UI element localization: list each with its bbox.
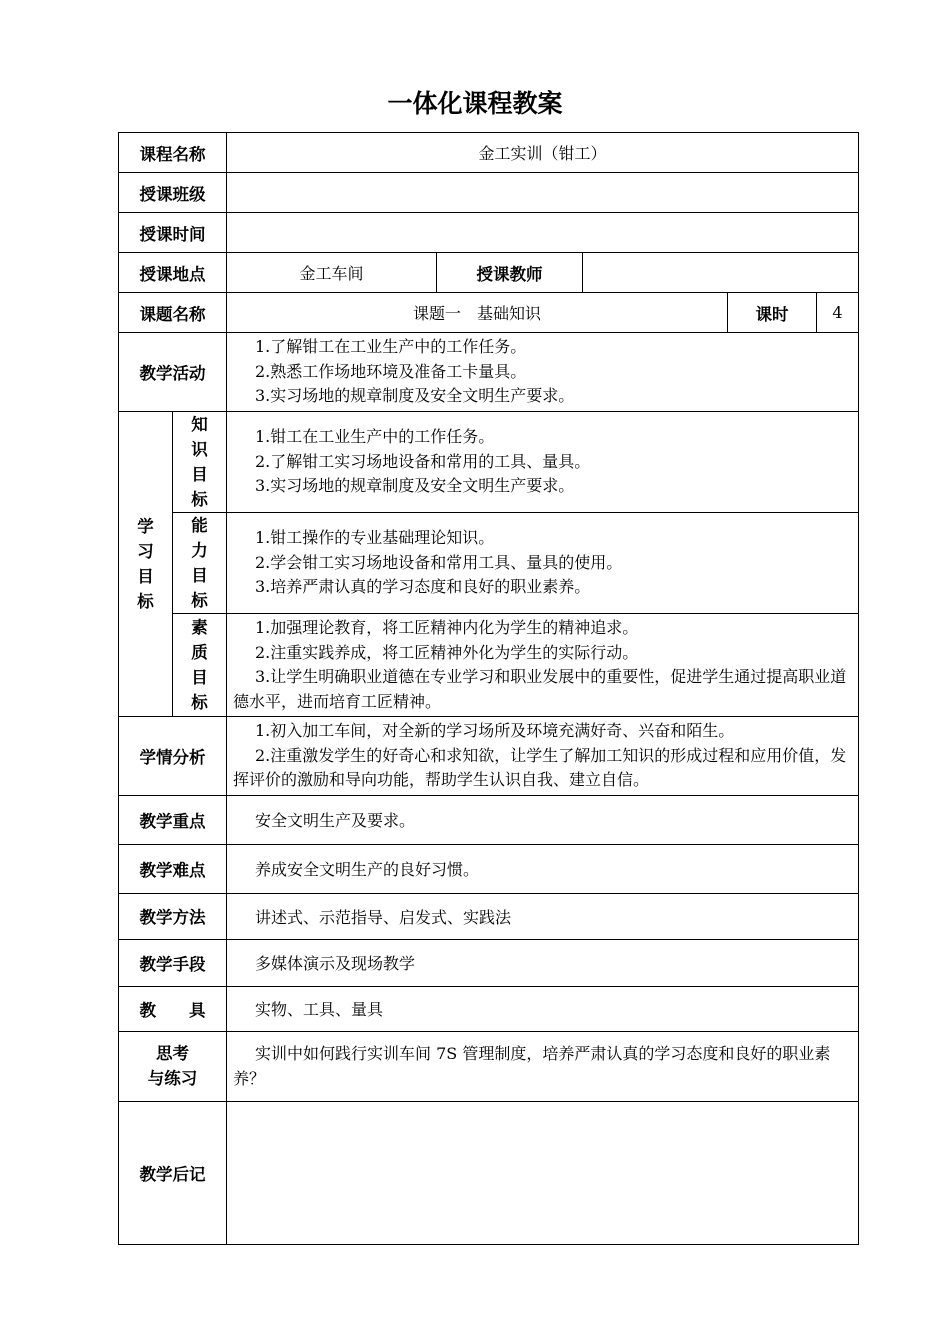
- ability-line: 1.钳工操作的专业基础理论知识。: [255, 528, 495, 548]
- hours-label: 课时: [728, 293, 817, 333]
- exercise-label-line2: 与练习: [147, 1069, 198, 1088]
- document-title: 一体化课程教案: [387, 89, 563, 118]
- postscript-value: [227, 1101, 859, 1244]
- row-analysis: [119, 717, 859, 796]
- exercise-value: 实训中如何践行实训车间 7S 管理制度，培养严肃认真的学习态度和良好的职业素养？: [227, 1031, 859, 1101]
- row-exercise: [119, 1031, 859, 1101]
- row-class: [119, 173, 859, 213]
- knowledge-line: 1.钳工在工业生产中的工作任务。: [255, 427, 495, 447]
- knowledge-line: 3.实习场地的规章制度及安全文明生产要求。: [255, 476, 575, 496]
- analysis-label: 学情分析: [119, 717, 227, 796]
- knowledge-objective-label: 知识目标: [173, 412, 227, 513]
- row-difficulties: [119, 844, 859, 893]
- activities-line: 2.熟悉工作场地环境及准备工卡量具。: [255, 361, 527, 381]
- row-activities: [119, 333, 859, 412]
- knowledge-objective-content: [227, 412, 859, 513]
- row-postscript: [119, 1101, 859, 1244]
- hours-value: 4: [817, 293, 859, 333]
- time-value: [227, 213, 859, 253]
- analysis-line: 1.初入加工车间，对全新的学习场所及环境充满好奇、兴奋和陌生。: [255, 721, 735, 740]
- row-ability-objective: [119, 513, 859, 614]
- exercise-label-line1: 思考: [156, 1044, 189, 1063]
- topic-value: 课题一 基础知识: [227, 293, 728, 333]
- methods-label: 教学方法: [119, 893, 227, 939]
- ability-line: 3.培养严肃认真的学习态度和良好的职业素养。: [255, 577, 591, 597]
- course-name-label: 课程名称: [119, 133, 227, 173]
- class-value: [227, 173, 859, 213]
- class-label: 授课班级: [119, 173, 227, 213]
- row-key-points: [119, 795, 859, 844]
- row-time: [119, 213, 859, 253]
- quality-objective-content: [227, 614, 859, 717]
- key-points-value: 安全文明生产及要求。: [227, 795, 859, 844]
- teacher-label: 授课教师: [437, 253, 583, 293]
- exercise-label: [119, 1031, 227, 1101]
- means-label: 教学手段: [119, 939, 227, 986]
- topic-label: 课题名称: [119, 293, 227, 333]
- means-value: 多媒体演示及现场教学: [227, 939, 859, 986]
- lesson-plan-table: [118, 132, 859, 1245]
- key-points-label: 教学重点: [119, 795, 227, 844]
- activities-label: 教学活动: [119, 333, 227, 412]
- location-label: 授课地点: [119, 253, 227, 293]
- methods-value: 讲述式、示范指导、启发式、实践法: [227, 893, 859, 939]
- location-value: 金工车间: [227, 253, 437, 293]
- row-tools: [119, 986, 859, 1031]
- quality-line: 2.注重实践养成，将工匠精神外化为学生的实际行动。: [255, 642, 639, 662]
- course-name-value: 金工实训（钳工）: [227, 133, 859, 173]
- row-topic: [119, 293, 859, 333]
- quality-line: 3.让学生明确职业道德在专业学习和职业发展中的重要性，促进学生通过提高职业道德水平，进而培育工匠精神。: [233, 667, 847, 711]
- activities-line: 3.实习场地的规章制度及安全文明生产要求。: [255, 386, 575, 406]
- tools-label: 教 具: [119, 986, 227, 1031]
- ability-line: 2.学会钳工实习场地设备和常用工具、量具的使用。: [255, 552, 623, 572]
- tools-value: 实物、工具、量具: [227, 986, 859, 1031]
- quality-line: 1.加强理论教育，将工匠精神内化为学生的精神追求。: [255, 618, 639, 637]
- teacher-value: [583, 253, 859, 293]
- knowledge-line: 2.了解钳工实习场地设备和常用的工具、量具。: [255, 451, 591, 471]
- activities-line: 1.了解钳工在工业生产中的工作任务。: [255, 337, 527, 357]
- difficulties-label: 教学难点: [119, 844, 227, 893]
- row-course-name: [119, 133, 859, 173]
- time-label: 授课时间: [119, 213, 227, 253]
- ability-objective-label: 能力目标: [173, 513, 227, 614]
- row-means: [119, 939, 859, 986]
- postscript-label: 教学后记: [119, 1101, 227, 1244]
- quality-objective-label: 素质目标: [173, 614, 227, 717]
- row-knowledge-objective: [119, 412, 859, 513]
- row-location: [119, 253, 859, 293]
- ability-objective-content: [227, 513, 859, 614]
- row-methods: [119, 893, 859, 939]
- analysis-line: 2.注重激发学生的好奇心和求知欲，让学生了解加工知识的形成过程和应用价值，发挥评价的激励和导向功能，帮助学生认识自我、建立自信。: [233, 745, 847, 789]
- activities-content: [227, 333, 859, 412]
- row-quality-objective: [119, 614, 859, 717]
- objectives-label: 学习目标: [119, 412, 173, 717]
- analysis-content: [227, 717, 859, 796]
- difficulties-value: 养成安全文明生产的良好习惯。: [227, 844, 859, 893]
